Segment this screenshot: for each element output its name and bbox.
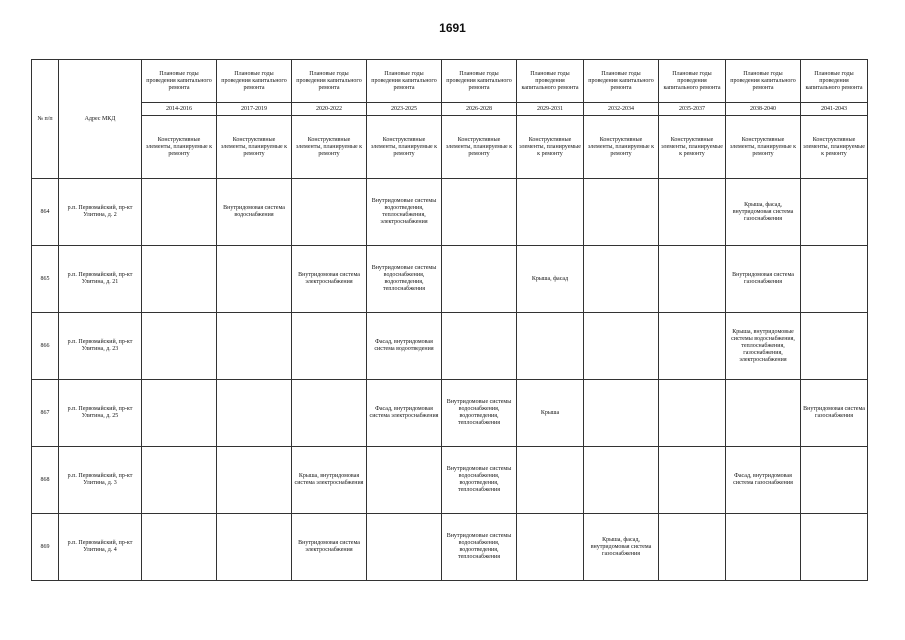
period-years: 2020-2022 (292, 103, 367, 116)
planned-elements-cell (517, 447, 584, 514)
planned-elements-cell (217, 447, 292, 514)
planned-elements-cell (292, 313, 367, 380)
row-number: 864 (32, 179, 59, 246)
planned-elements-cell (217, 313, 292, 380)
planned-elements-cell: Фасад, внутридомовая система газоснабжения (726, 447, 801, 514)
planned-elements-cell (659, 246, 726, 313)
planned-elements-cell (292, 380, 367, 447)
elements-header: Конструктивные элементы, планируемые к ремонту (142, 116, 217, 179)
table-row (32, 380, 868, 447)
planned-elements-cell: Внутридомовая система водоснабжения (217, 179, 292, 246)
period-years: 2029-2031 (517, 103, 584, 116)
planned-elements-cell (217, 514, 292, 581)
planned-elements-cell (442, 246, 517, 313)
planned-elements-cell (142, 514, 217, 581)
planned-elements-cell (442, 179, 517, 246)
planned-elements-cell: Крыша, фасад, внутридомовая система газоснабжения (726, 179, 801, 246)
planned-elements-cell: Фасад, внутридомовая система электроснабжения (367, 380, 442, 447)
period-heading: Плановые годы проведения капитального ремонта (367, 60, 442, 103)
period-years: 2035-2037 (659, 103, 726, 116)
row-address: р.п. Первомайский, пр-кт Улитина, д. 21 (59, 246, 142, 313)
row-number: 865 (32, 246, 59, 313)
row-number: 868 (32, 447, 59, 514)
table-row (32, 246, 868, 313)
table-row (32, 447, 868, 514)
elements-header: Конструктивные элементы, планируемые к ремонту (367, 116, 442, 179)
table-row (32, 313, 868, 380)
capital-repair-plan-table (31, 59, 868, 581)
period-years: 2041-2043 (801, 103, 868, 116)
planned-elements-cell (367, 514, 442, 581)
planned-elements-cell: Внутридомовые системы водоснабжения, водоотведения, теплоснабжения (442, 447, 517, 514)
planned-elements-cell (142, 179, 217, 246)
planned-elements-cell (584, 447, 659, 514)
planned-elements-cell (801, 179, 868, 246)
planned-elements-cell: Фасад, внутридомовая система водоотведения (367, 313, 442, 380)
period-heading: Плановые годы проведения капитального ремонта (142, 60, 217, 103)
planned-elements-cell (517, 313, 584, 380)
planned-elements-cell (367, 447, 442, 514)
planned-elements-cell: Крыша (517, 380, 584, 447)
period-years: 2038-2040 (726, 103, 801, 116)
table-row (32, 179, 868, 246)
planned-elements-cell (584, 246, 659, 313)
planned-elements-cell (142, 313, 217, 380)
planned-elements-cell (584, 313, 659, 380)
planned-elements-cell (217, 380, 292, 447)
elements-header: Конструктивные элементы, планируемые к ремонту (217, 116, 292, 179)
planned-elements-cell (142, 447, 217, 514)
planned-elements-cell (142, 246, 217, 313)
elements-header: Конструктивные элементы, планируемые к ремонту (292, 116, 367, 179)
elements-header: Конструктивные элементы, планируемые к ремонту (517, 116, 584, 179)
elements-header: Конструктивные элементы, планируемые к ремонту (659, 116, 726, 179)
period-heading: Плановые годы проведения капитального ремонта (801, 60, 868, 103)
page-number: 1691 (439, 21, 466, 35)
period-heading: Плановые годы проведения капитального ремонта (659, 60, 726, 103)
table-body (32, 179, 868, 581)
period-years: 2032-2034 (584, 103, 659, 116)
planned-elements-cell: Внутридомовые системы водоотведения, теплоснабжения, электроснабжения (367, 179, 442, 246)
planned-elements-cell (659, 514, 726, 581)
planned-elements-cell (801, 514, 868, 581)
planned-elements-cell (517, 514, 584, 581)
row-address: р.п. Первомайский, пр-кт Улитина, д. 3 (59, 447, 142, 514)
planned-elements-cell: Внутридомовая система газоснабжения (726, 246, 801, 313)
period-years: 2023-2025 (367, 103, 442, 116)
row-number: 866 (32, 313, 59, 380)
planned-elements-cell (442, 313, 517, 380)
row-address: р.п. Первомайский, пр-кт Улитина, д. 23 (59, 313, 142, 380)
planned-elements-cell (659, 179, 726, 246)
planned-elements-cell (584, 179, 659, 246)
planned-elements-cell: Крыша, фасад, внутридомовая система газоснабжения (584, 514, 659, 581)
planned-elements-cell (584, 380, 659, 447)
planned-elements-cell (726, 514, 801, 581)
planned-elements-cell (517, 179, 584, 246)
period-heading: Плановые годы проведения капитального ремонта (517, 60, 584, 103)
planned-elements-cell (801, 447, 868, 514)
row-address: р.п. Первомайский, пр-кт Улитина, д. 4 (59, 514, 142, 581)
period-heading: Плановые годы проведения капитального ремонта (442, 60, 517, 103)
planned-elements-cell: Внутридомовые системы водоснабжения, водоотведения, теплоснабжения (367, 246, 442, 313)
elements-header: Конструктивные элементы, планируемые к ремонту (584, 116, 659, 179)
elements-header: Конструктивные элементы, планируемые к ремонту (442, 116, 517, 179)
planned-elements-cell (801, 313, 868, 380)
planned-elements-cell: Внутридомовые системы водоснабжения, водоотведения, теплоснабжения (442, 514, 517, 581)
planned-elements-cell: Внутридомовая система электроснабжения (292, 246, 367, 313)
planned-elements-cell (801, 246, 868, 313)
period-heading: Плановые годы проведения капитального ремонта (726, 60, 801, 103)
planned-elements-cell (659, 447, 726, 514)
planned-elements-cell (142, 380, 217, 447)
row-number: 867 (32, 380, 59, 447)
elements-header: Конструктивные элементы, планируемые к ремонту (726, 116, 801, 179)
planned-elements-cell: Крыша, внутридомовая система электроснабжения (292, 447, 367, 514)
planned-elements-cell: Крыша, внутридомовые системы водоснабжения, теплоснабжения, газоснабжения, электроснабжения (726, 313, 801, 380)
planned-elements-cell (659, 380, 726, 447)
planned-elements-cell (292, 179, 367, 246)
elements-header: Конструктивные элементы, планируемые к ремонту (801, 116, 868, 179)
planned-elements-cell: Внутридомовая система газоснабжения (801, 380, 868, 447)
period-heading: Плановые годы проведения капитального ремонта (217, 60, 292, 103)
planned-elements-cell (659, 313, 726, 380)
row-address: р.п. Первомайский, пр-кт Улитина, д. 25 (59, 380, 142, 447)
row-address: р.п. Первомайский, пр-кт Улитина, д. 2 (59, 179, 142, 246)
period-years: 2014-2016 (142, 103, 217, 116)
planned-elements-cell (217, 246, 292, 313)
period-years: 2026-2028 (442, 103, 517, 116)
planned-elements-cell: Крыша, фасад (517, 246, 584, 313)
period-heading: Плановые годы проведения капитального ремонта (584, 60, 659, 103)
table-row (32, 514, 868, 581)
address-header: Адрес МКД (59, 60, 142, 179)
planned-elements-cell (726, 380, 801, 447)
period-heading: Плановые годы проведения капитального ремонта (292, 60, 367, 103)
period-years: 2017-2019 (217, 103, 292, 116)
planned-elements-cell: Внутридомовая система электроснабжения (292, 514, 367, 581)
row-number: 869 (32, 514, 59, 581)
rownum-header: № п/п (32, 60, 59, 179)
planned-elements-cell: Внутридомовые системы водоснабжения, водоотведения, теплоснабжения (442, 380, 517, 447)
